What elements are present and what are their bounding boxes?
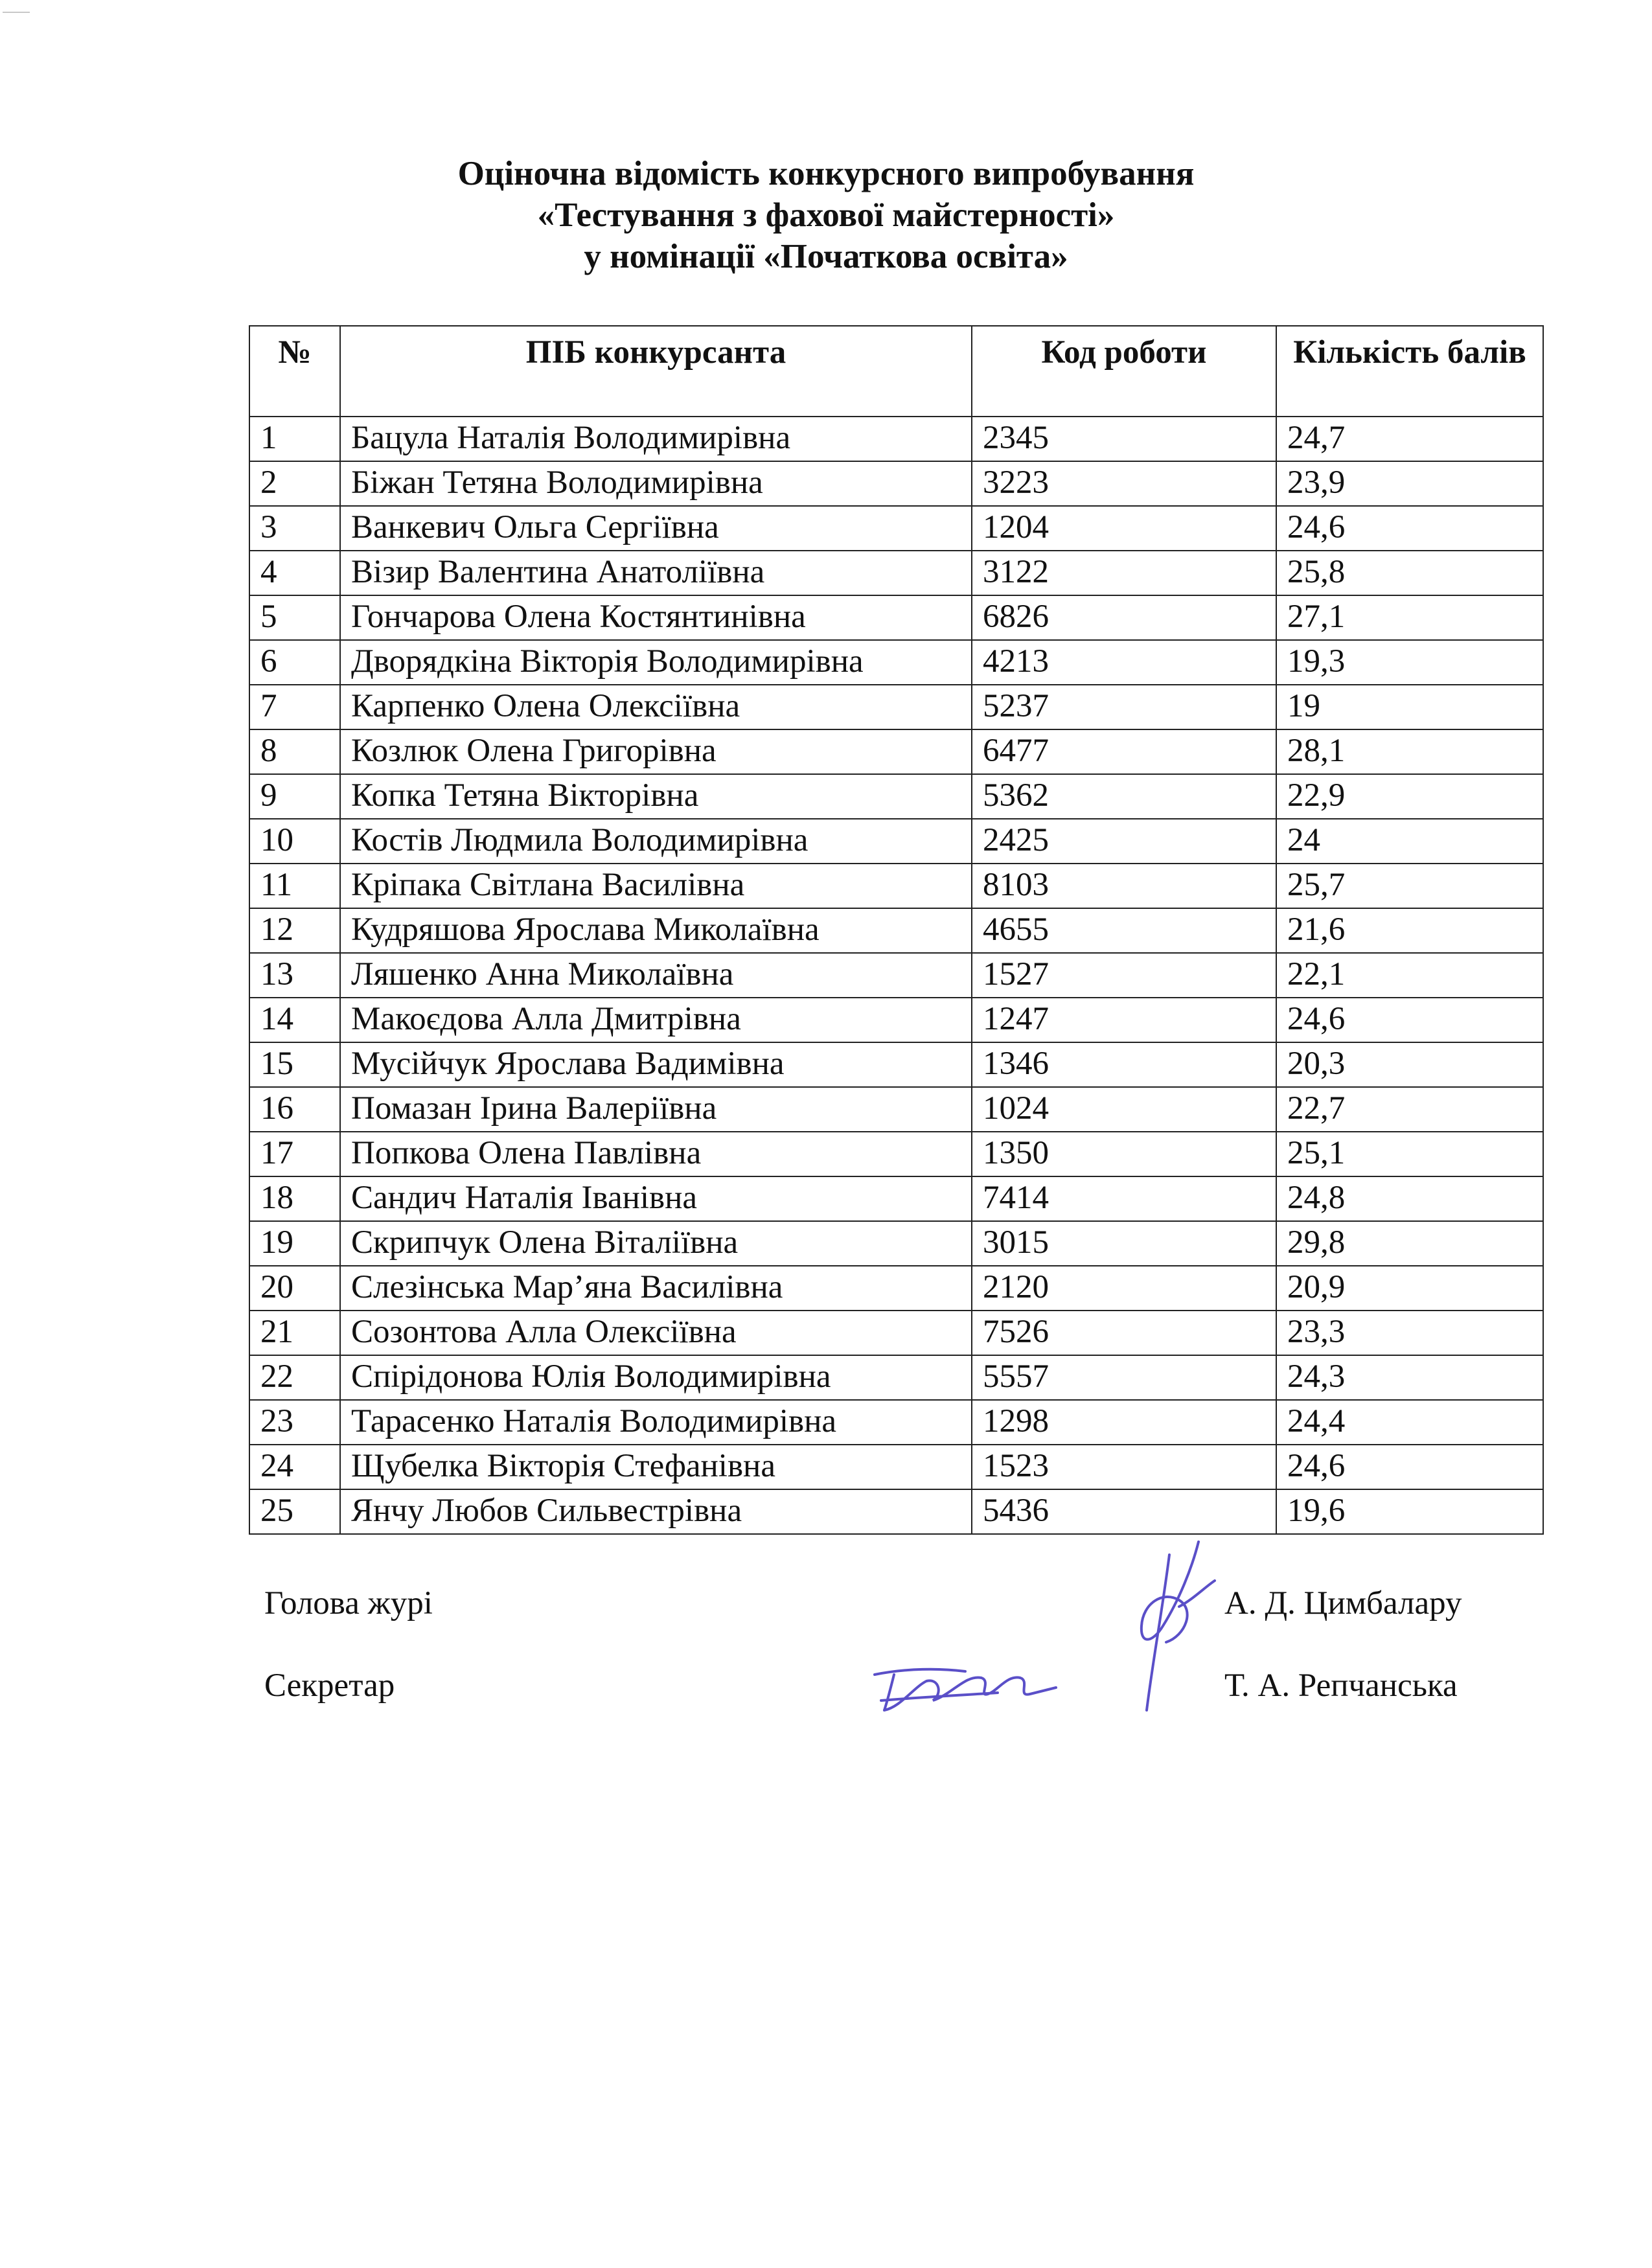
cell-name: Помазан Ірина Валеріївна (340, 1087, 972, 1132)
cell-name: Янчу Любов Сильвестрівна (340, 1489, 972, 1534)
header-code: Код роботи (972, 326, 1276, 417)
cell-num: 11 (249, 864, 340, 908)
table-row (249, 506, 1543, 551)
cell-name: Копка Тетяна Вікторівна (340, 774, 972, 819)
cell-score: 23,9 (1276, 461, 1543, 506)
cell-num: 17 (249, 1132, 340, 1176)
cell-score: 25,1 (1276, 1132, 1543, 1176)
cell-score: 19,3 (1276, 640, 1543, 685)
cell-score: 24,3 (1276, 1355, 1543, 1400)
cell-name: Спірідонова Юлія Володимирівна (340, 1355, 972, 1400)
cell-name: Попкова Олена Павлівна (340, 1132, 972, 1176)
cell-code: 2345 (972, 417, 1276, 461)
table-row (249, 1266, 1543, 1311)
cell-num: 19 (249, 1221, 340, 1266)
cell-name: Бацула Наталія Володимирівна (340, 417, 972, 461)
secretary-signature (868, 1649, 1062, 1720)
cell-num: 16 (249, 1087, 340, 1132)
cell-code: 1024 (972, 1087, 1276, 1132)
cell-score: 24,8 (1276, 1176, 1543, 1221)
cell-code: 2425 (972, 819, 1276, 864)
cell-code: 3122 (972, 551, 1276, 595)
chair-role: Голова журі (264, 1585, 433, 1621)
cell-code: 5362 (972, 774, 1276, 819)
secretary-name: Т. А. Репчанська (1224, 1667, 1458, 1704)
cell-score: 20,3 (1276, 1042, 1543, 1087)
cell-num: 12 (249, 908, 340, 953)
cell-num: 3 (249, 506, 340, 551)
table-row (249, 729, 1543, 774)
cell-name: Візир Валентина Анатоліївна (340, 551, 972, 595)
cell-num: 10 (249, 819, 340, 864)
header-name: ПІБ конкурсанта (340, 326, 972, 417)
chair-signature (1101, 1529, 1218, 1723)
cell-score: 24,6 (1276, 1445, 1543, 1489)
cell-score: 22,1 (1276, 953, 1543, 998)
header-score: Кількість балів (1276, 326, 1543, 417)
table-row (249, 1311, 1543, 1355)
cell-score: 25,7 (1276, 864, 1543, 908)
cell-score: 24,6 (1276, 998, 1543, 1042)
heading-line-1: Оціночна відомість конкурсного випробування (457, 155, 1195, 192)
cell-name: Кудряшова Ярослава Миколаївна (340, 908, 972, 953)
cell-num: 13 (249, 953, 340, 998)
cell-code: 3223 (972, 461, 1276, 506)
table-row (249, 551, 1543, 595)
cell-num: 2 (249, 461, 340, 506)
cell-name: Тарасенко Наталія Володимирівна (340, 1400, 972, 1445)
cell-score: 22,9 (1276, 774, 1543, 819)
scan-edge-mark (3, 12, 30, 13)
table-row (249, 1400, 1543, 1445)
cell-num: 20 (249, 1266, 340, 1311)
cell-code: 4655 (972, 908, 1276, 953)
cell-name: Созонтова Алла Олексіївна (340, 1311, 972, 1355)
cell-score: 24 (1276, 819, 1543, 864)
cell-code: 6477 (972, 729, 1276, 774)
cell-num: 9 (249, 774, 340, 819)
cell-code: 7526 (972, 1311, 1276, 1355)
table-row (249, 819, 1543, 864)
table-row (249, 417, 1543, 461)
table-row (249, 1042, 1543, 1087)
secretary-role: Секретар (264, 1667, 395, 1704)
cell-name: Ванкевич Ольга Сергіївна (340, 506, 972, 551)
cell-score: 23,3 (1276, 1311, 1543, 1355)
cell-score: 20,9 (1276, 1266, 1543, 1311)
cell-name: Мусійчук Ярослава Вадимівна (340, 1042, 972, 1087)
table-row (249, 998, 1543, 1042)
table-row (249, 595, 1543, 640)
cell-name: Біжан Тетяна Володимирівна (340, 461, 972, 506)
cell-name: Карпенко Олена Олексіївна (340, 685, 972, 729)
table-row (249, 864, 1543, 908)
table-row (249, 1176, 1543, 1221)
cell-score: 24,4 (1276, 1400, 1543, 1445)
cell-code: 5436 (972, 1489, 1276, 1534)
cell-num: 6 (249, 640, 340, 685)
cell-code: 1527 (972, 953, 1276, 998)
cell-code: 1298 (972, 1400, 1276, 1445)
cell-score: 19,6 (1276, 1489, 1543, 1534)
header-num: № (249, 326, 340, 417)
cell-score: 29,8 (1276, 1221, 1543, 1266)
table-body (249, 417, 1543, 1534)
cell-code: 1247 (972, 998, 1276, 1042)
cell-code: 6826 (972, 595, 1276, 640)
cell-code: 1523 (972, 1445, 1276, 1489)
cell-name: Щубелка Вікторія Стефанівна (340, 1445, 972, 1489)
cell-name: Ляшенко Анна Миколаївна (340, 953, 972, 998)
heading-line-2: «Тестування з фахової майстерності» (537, 196, 1115, 234)
cell-num: 21 (249, 1311, 340, 1355)
cell-name: Скрипчук Олена Віталіївна (340, 1221, 972, 1266)
cell-num: 7 (249, 685, 340, 729)
cell-num: 15 (249, 1042, 340, 1087)
cell-code: 1350 (972, 1132, 1276, 1176)
table-row (249, 1489, 1543, 1534)
table-row (249, 1221, 1543, 1266)
cell-code: 1204 (972, 506, 1276, 551)
table-row (249, 685, 1543, 729)
table-row (249, 640, 1543, 685)
cell-name: Макоєдова Алла Дмитрівна (340, 998, 972, 1042)
chair-name: А. Д. Цимбалару (1224, 1585, 1462, 1621)
table-row (249, 774, 1543, 819)
cell-num: 8 (249, 729, 340, 774)
cell-code: 3015 (972, 1221, 1276, 1266)
table-row (249, 1355, 1543, 1400)
cell-score: 19 (1276, 685, 1543, 729)
cell-num: 14 (249, 998, 340, 1042)
cell-name: Козлюк Олена Григорівна (340, 729, 972, 774)
cell-name: Кріпака Світлана Василівна (340, 864, 972, 908)
cell-num: 5 (249, 595, 340, 640)
results-table (249, 325, 1544, 1535)
cell-code: 5237 (972, 685, 1276, 729)
cell-num: 23 (249, 1400, 340, 1445)
table-row (249, 953, 1543, 998)
cell-num: 22 (249, 1355, 340, 1400)
table-row (249, 908, 1543, 953)
table-row (249, 1445, 1543, 1489)
cell-score: 22,7 (1276, 1087, 1543, 1132)
cell-num: 1 (249, 417, 340, 461)
heading-line-3: у номінації «Початкова освіта» (584, 238, 1068, 275)
table-row (249, 1087, 1543, 1132)
cell-score: 21,6 (1276, 908, 1543, 953)
cell-code: 5557 (972, 1355, 1276, 1400)
cell-num: 25 (249, 1489, 340, 1534)
cell-code: 4213 (972, 640, 1276, 685)
cell-score: 28,1 (1276, 729, 1543, 774)
cell-name: Слезінська Мар’яна Василівна (340, 1266, 972, 1311)
cell-score: 24,7 (1276, 417, 1543, 461)
cell-num: 18 (249, 1176, 340, 1221)
cell-name: Дворядкіна Вікторія Володимирівна (340, 640, 972, 685)
cell-score: 25,8 (1276, 551, 1543, 595)
cell-name: Гончарова Олена Костянтинівна (340, 595, 972, 640)
cell-num: 24 (249, 1445, 340, 1489)
table-header-row (249, 326, 1543, 417)
cell-code: 1346 (972, 1042, 1276, 1087)
cell-num: 4 (249, 551, 340, 595)
cell-code: 7414 (972, 1176, 1276, 1221)
cell-code: 8103 (972, 864, 1276, 908)
cell-score: 24,6 (1276, 506, 1543, 551)
table-row (249, 1132, 1543, 1176)
cell-code: 2120 (972, 1266, 1276, 1311)
document-heading (0, 153, 1652, 277)
table-row (249, 461, 1543, 506)
cell-name: Сандич Наталія Іванівна (340, 1176, 972, 1221)
cell-name: Костів Людмила Володимирівна (340, 819, 972, 864)
cell-score: 27,1 (1276, 595, 1543, 640)
